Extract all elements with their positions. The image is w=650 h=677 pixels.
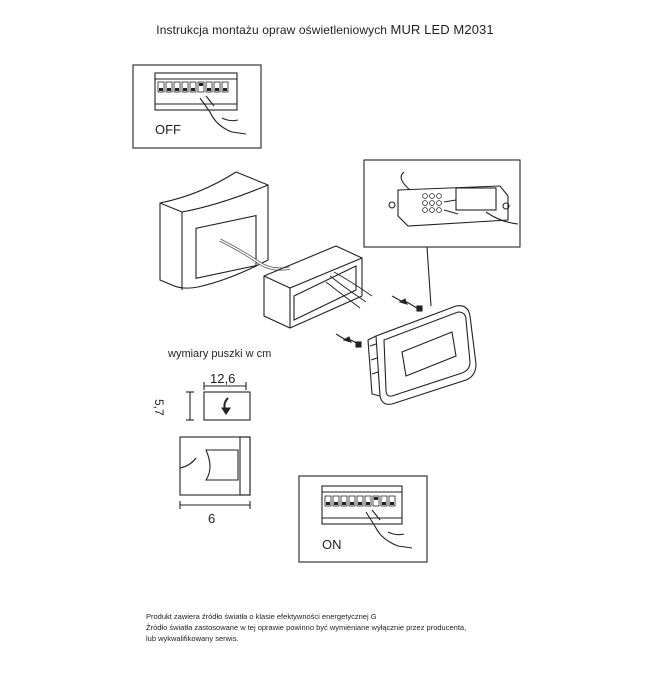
screw-icon-lower xyxy=(336,334,361,347)
circuit-breaker-box-on-icon xyxy=(322,486,402,524)
off-label: OFF xyxy=(155,122,181,137)
detail-leader-line xyxy=(427,247,431,306)
box-front-view xyxy=(204,392,250,420)
circuit-breaker-box-off-icon xyxy=(155,73,237,110)
box-side-view xyxy=(180,437,250,495)
hand-on-icon xyxy=(366,510,412,548)
dimensions-title: wymiary puszki w cm xyxy=(168,348,272,360)
on-label: ON xyxy=(322,537,342,552)
footnote-line-2: Źródło światła zastosowane w tej oprawie powinno być wymieniane wyłącznie przez producenta, xyxy=(146,623,467,632)
dimension-width-value: 12,6 xyxy=(210,371,236,386)
junction-box xyxy=(264,246,362,328)
on-panel xyxy=(299,476,427,562)
off-panel xyxy=(133,65,261,148)
footnote-line-3: lub wykwalifikowany serwis. xyxy=(146,634,239,643)
detail-panel xyxy=(364,160,520,247)
footnote-line-1: Produkt zawiera źródło światła o klasie efektywności energetycznej G xyxy=(146,612,377,621)
hand-off-icon xyxy=(200,96,246,134)
title-prefix: Instrukcja montażu opraw oświetleniowych xyxy=(156,23,388,37)
led-driver-detail xyxy=(389,172,518,226)
dimension-depth-value: 6 xyxy=(208,511,216,526)
screw-icon-upper xyxy=(392,296,422,311)
product-code: MUR LED M2031 xyxy=(390,22,494,37)
dimension-height-value: 5,7 xyxy=(152,399,166,416)
wall-mounting-box xyxy=(160,172,268,290)
cable xyxy=(220,240,290,269)
footnote xyxy=(146,611,466,644)
led-wall-lamp xyxy=(368,306,476,405)
